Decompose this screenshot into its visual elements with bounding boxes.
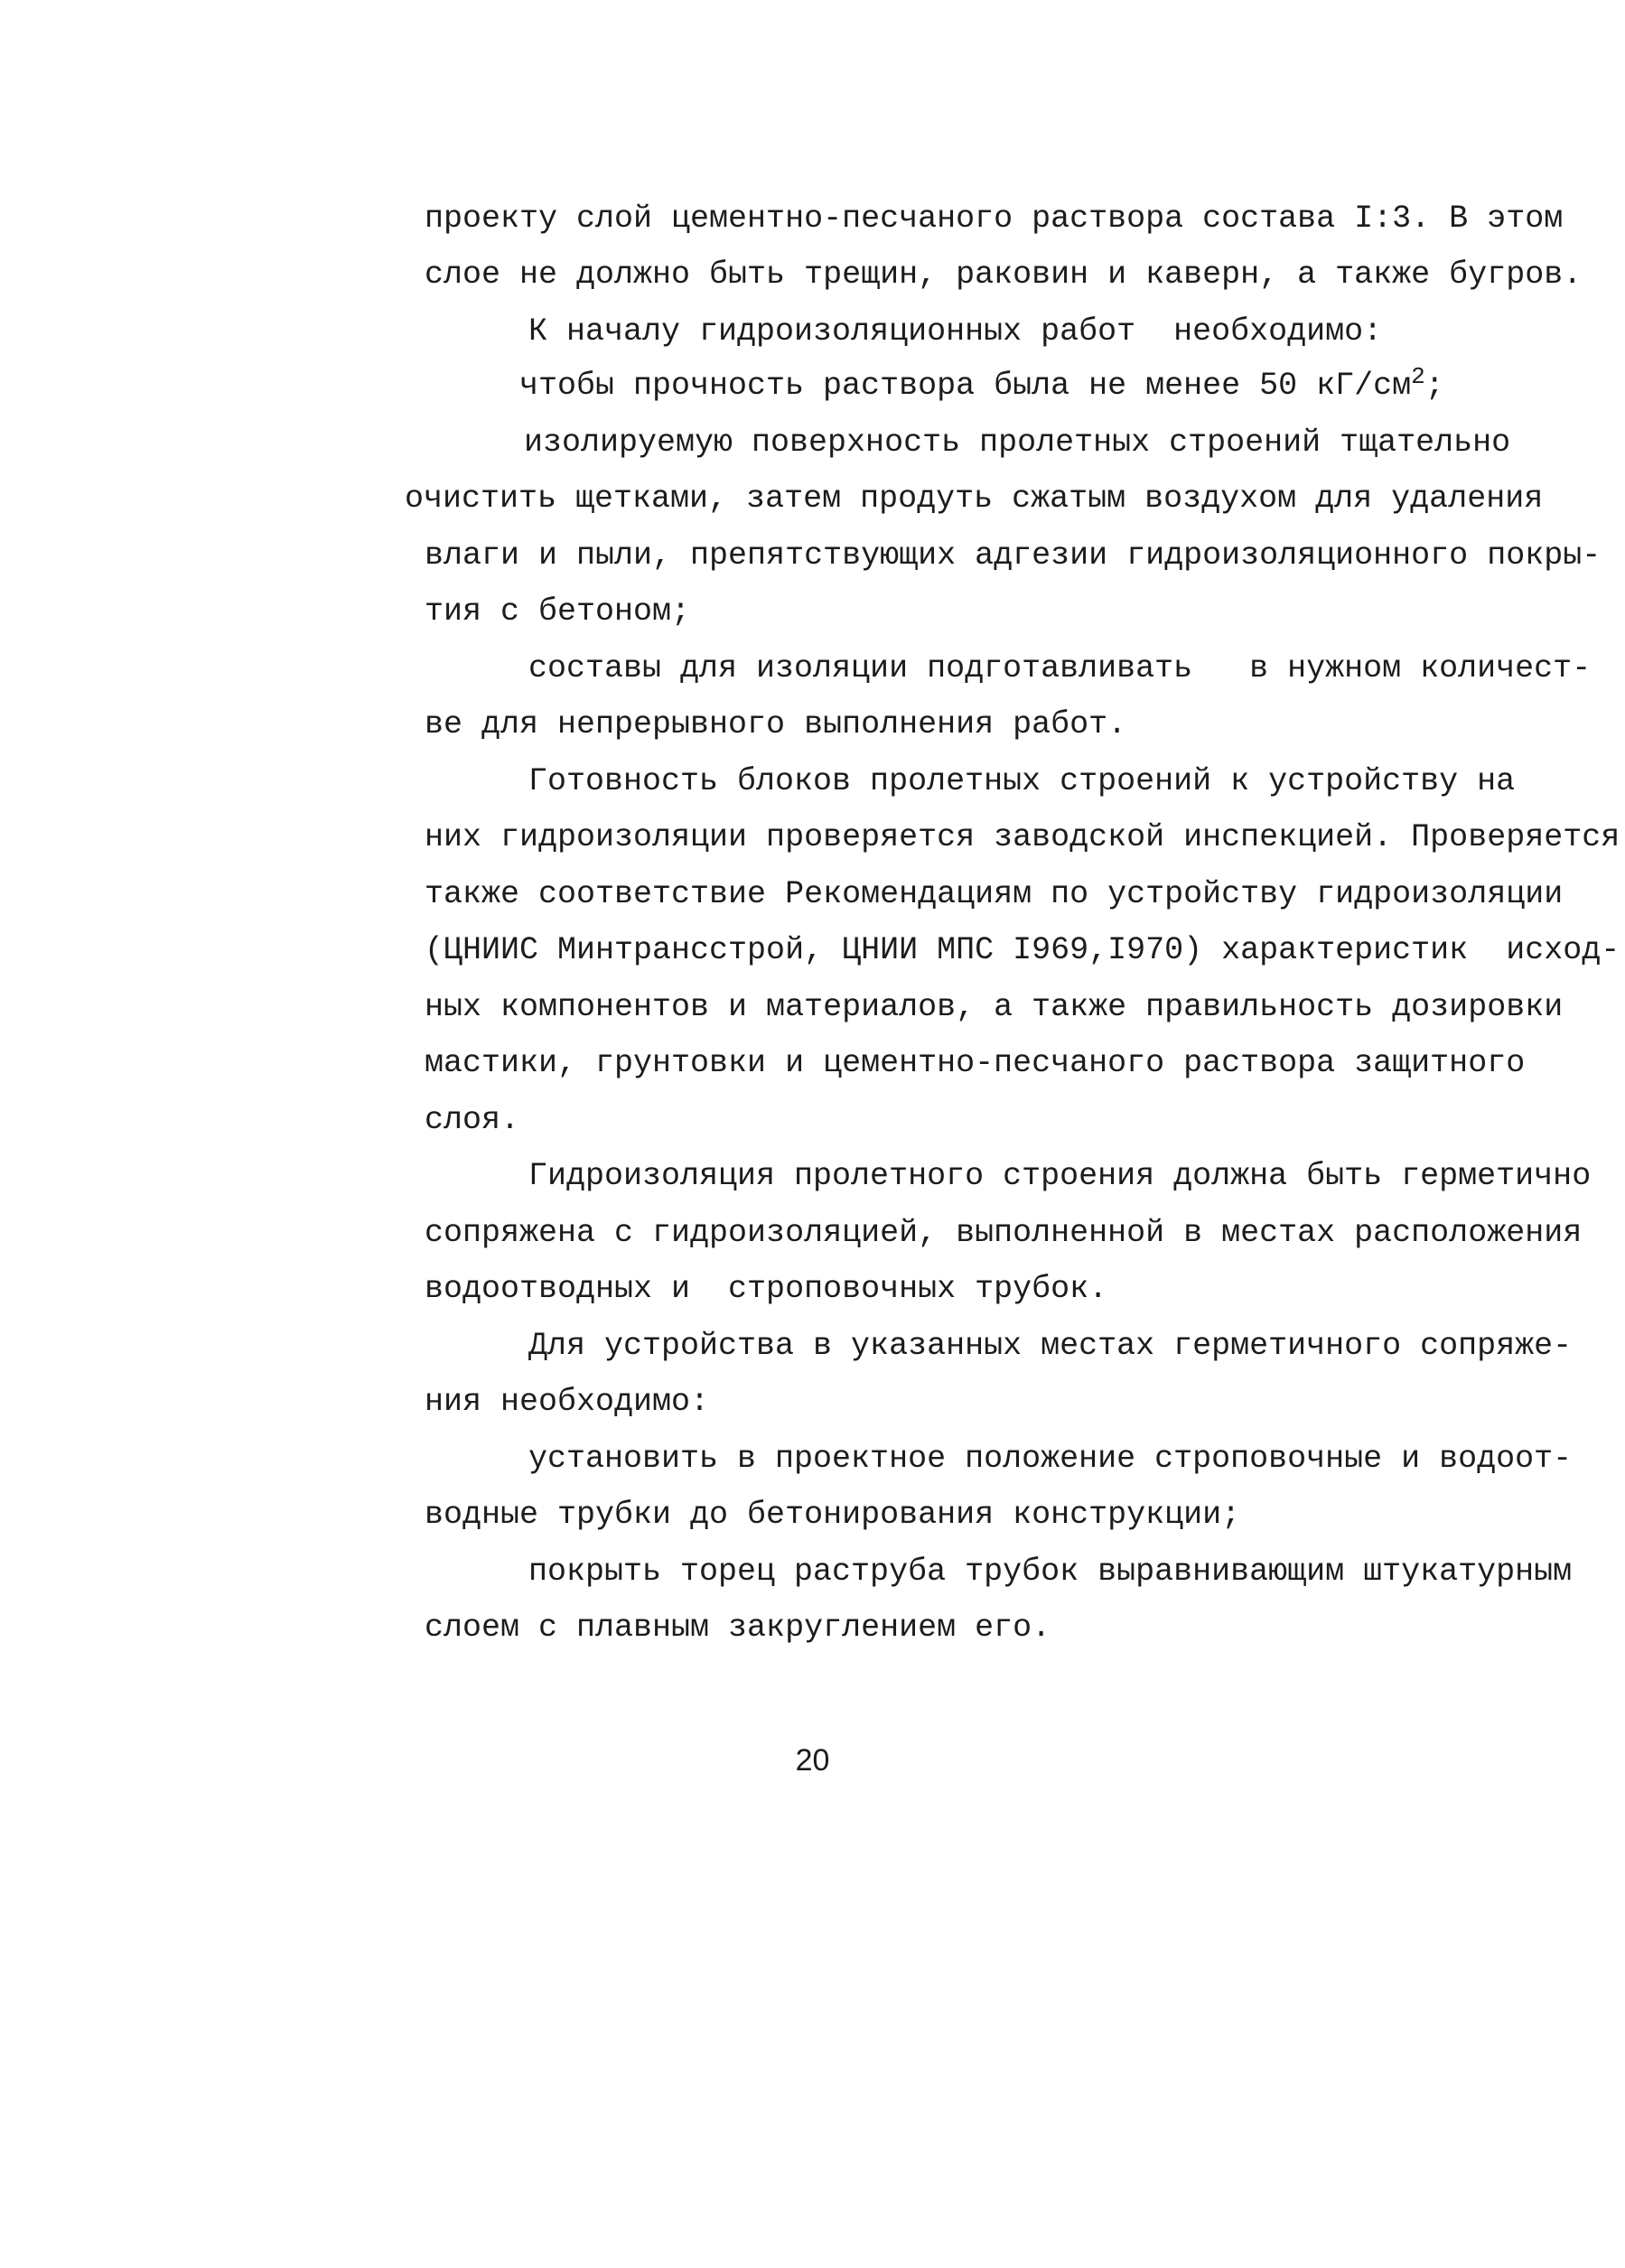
text-line: сопряжена с гидроизоляцией, выполненной в местах расположения bbox=[425, 1215, 1583, 1251]
page-number: 20 bbox=[795, 1743, 830, 1778]
text-line: ния необходимо: bbox=[425, 1384, 710, 1420]
text-line: также соответствие Рекомендациям по устройству гидроизоляции bbox=[425, 876, 1564, 912]
text-line: составы для изоляции подготавливать в нужном количест- bbox=[528, 650, 1592, 686]
text-line: Гидроизоляция пролетного строения должна быть герметично bbox=[528, 1158, 1592, 1194]
text-line: Готовность блоков пролетных строений к устройству на bbox=[528, 763, 1516, 799]
text-line: установить в проектное положение строповочные и водоот- bbox=[528, 1441, 1573, 1477]
text-line: тия с бетоном; bbox=[425, 593, 691, 630]
superscript-exponent: 2 bbox=[1411, 363, 1425, 390]
text-line: слое не должно быть трещин, раковин и каверн, а также бугров. bbox=[425, 257, 1583, 293]
text-fragment: ; bbox=[1424, 368, 1444, 404]
text-line-with-superscript bbox=[519, 363, 1444, 406]
text-line: них гидроизоляции проверяется заводской инспекцией. Проверяется bbox=[425, 819, 1620, 855]
text-line: мастики, грунтовки и цементно-песчаного раствора защитного bbox=[425, 1045, 1526, 1081]
text-line: слоем с плавным закруглением его. bbox=[425, 1610, 1051, 1646]
text-line: водоотводных и строповочных трубок. bbox=[425, 1271, 1108, 1307]
text-line: очистить щетками, затем продуть сжатым воздухом для удаления bbox=[405, 481, 1544, 517]
text-fragment: чтобы прочность раствора была не менее 50 кГ/см bbox=[519, 368, 1412, 404]
text-line: проекту слой цементно-песчаного раствора состава I:3. В этом bbox=[425, 201, 1564, 237]
text-line: покрыть торец раструба трубок выравнивающим штукатурным bbox=[528, 1554, 1573, 1590]
text-line: влаги и пыли, препятствующих адгезии гидроизоляционного покры- bbox=[425, 537, 1602, 574]
text-line: Для устройства в указанных местах герметичного сопряже- bbox=[528, 1328, 1573, 1364]
text-line: водные трубки до бетонирования конструкции; bbox=[425, 1497, 1241, 1533]
text-line: изолируемую поверхность пролетных строений тщательно bbox=[524, 425, 1511, 461]
text-line: К началу гидроизоляционных работ необходимо: bbox=[528, 313, 1383, 350]
text-line: слоя. bbox=[425, 1102, 520, 1138]
text-line: ных компонентов и материалов, а также правильность дозировки bbox=[425, 989, 1564, 1025]
text-line: (ЦНИИС Минтрансстрой, ЦНИИ МПС I969,I970) характеристик исход- bbox=[425, 932, 1620, 968]
text-line: ве для непрерывного выполнения работ. bbox=[425, 706, 1127, 742]
